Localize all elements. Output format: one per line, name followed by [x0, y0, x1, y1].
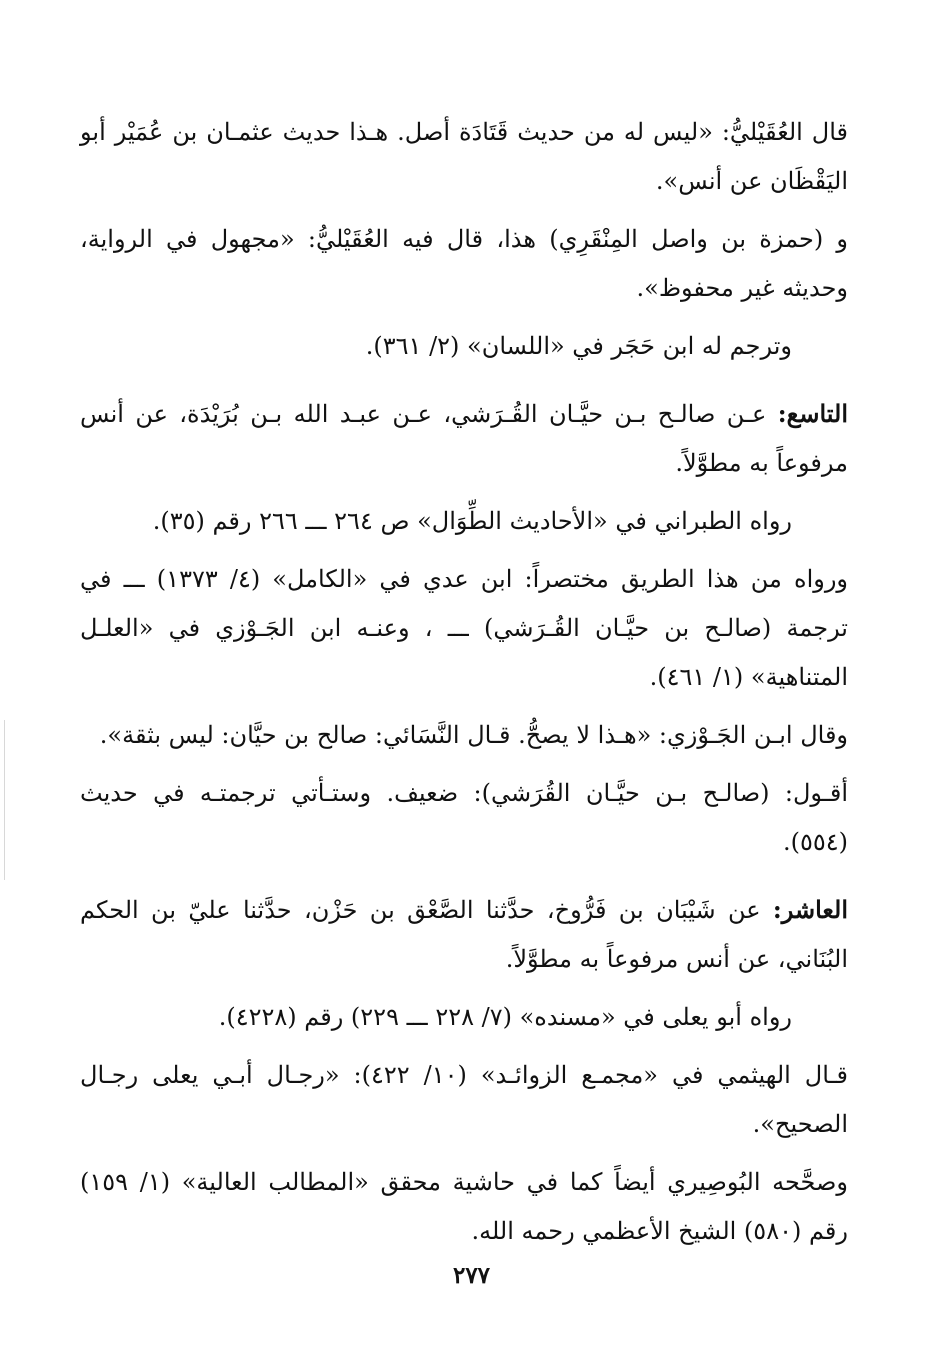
paragraph-busiri: وصحَّحه البُوصِيري أيضاً كما في حاشية محقق «المطالب العالية» (١/ ١٥٩) رقم (٥٨٠) الشيخ الأعظمي رحمه الله.	[80, 1168, 848, 1245]
paragraph-ibn-jawzi: وقال ابـن الجَـوْزي: «هـذا لا يصحُّ. قـال النَّسَائي: صالح بن حيَّان: ليس بثقة».	[99, 721, 848, 749]
paragraph-tenth-chain: العاشر: عن شَيْبَان بن فَرُّوخ، حدَّثنا الصَّعْق بن حَزْن، حدَّثنا عليّ بن الحكم البُنَاني، عن أنس مرفوعاً به مطوَّلاً.	[80, 895, 848, 973]
paragraph-haythami: قـال الهيثمي في «مجمـع الزوائـد» (١٠/ ٤٢٢): «رجـال أبـي يعلى رجـال الصحيح».	[80, 1061, 849, 1138]
paragraph-abu-yala: رواه أبو يعلى في «مسنده» (٧/ ٢٢٨ ـــ ٢٢٩) رقم (٤٢٢٨).	[218, 1003, 792, 1031]
scan-edge-line	[4, 720, 5, 880]
paragraph-ibn-hajar-lisan: وترجم له ابن حَجَر في «اللسان» (٢/ ٣٦١).	[365, 332, 792, 360]
paragraph-ninth-chain: التاسع: عـن صالـح بـن حيَّـان القُـرَشي، عـن عبـد الله بـن بُرَيْدَة، عن أنس مرفوعاً به مطوَّلاً.	[80, 399, 848, 477]
tenth-heading: العاشر:	[772, 895, 848, 924]
page-number: ٢٧٧	[452, 1262, 491, 1289]
ninth-heading: التاسع:	[777, 399, 848, 428]
page-body	[80, 108, 848, 1265]
paragraph-hamza-ibn-wasil: و (حمزة بن واصل المِنْقَرِي) هذا، قال فيه العُقَيْليُّ: «مجهول في الرواية، وحديثه غير محفوظ».	[80, 225, 848, 302]
paragraph-author-comment: أقـول: (صالـح بـن حيَّـان القُرَشي): ضعيف. وستـأتي ترجمتـه في حديث (٥٥٤).	[80, 779, 848, 856]
paragraph-uqayli-quote: قال العُقَيْليُّ: «ليس له من حديث قَتَادَة أصل. هـذا حديث عثمـان بن عُمَيْر أبو اليَقْظَان عن أنس».	[80, 118, 848, 195]
paragraph-ibn-adi: ورواه من هذا الطريق مختصراً: ابن عدي في «الكامل» (٤/ ١٣٧٣) ـــ في ترجمة (صالـح بن حيَّـان القُـرَشي) ـــ ، وعنـه ابن الجَـوْزي في «العلـل المتناهية» (١/ ٤٦١).	[80, 565, 849, 691]
paragraph-tabarani: رواه الطبراني في «الأحاديث الطِّوَال» ص ٢٦٤ ـــ ٢٦٦ رقم (٣٥).	[152, 507, 792, 535]
